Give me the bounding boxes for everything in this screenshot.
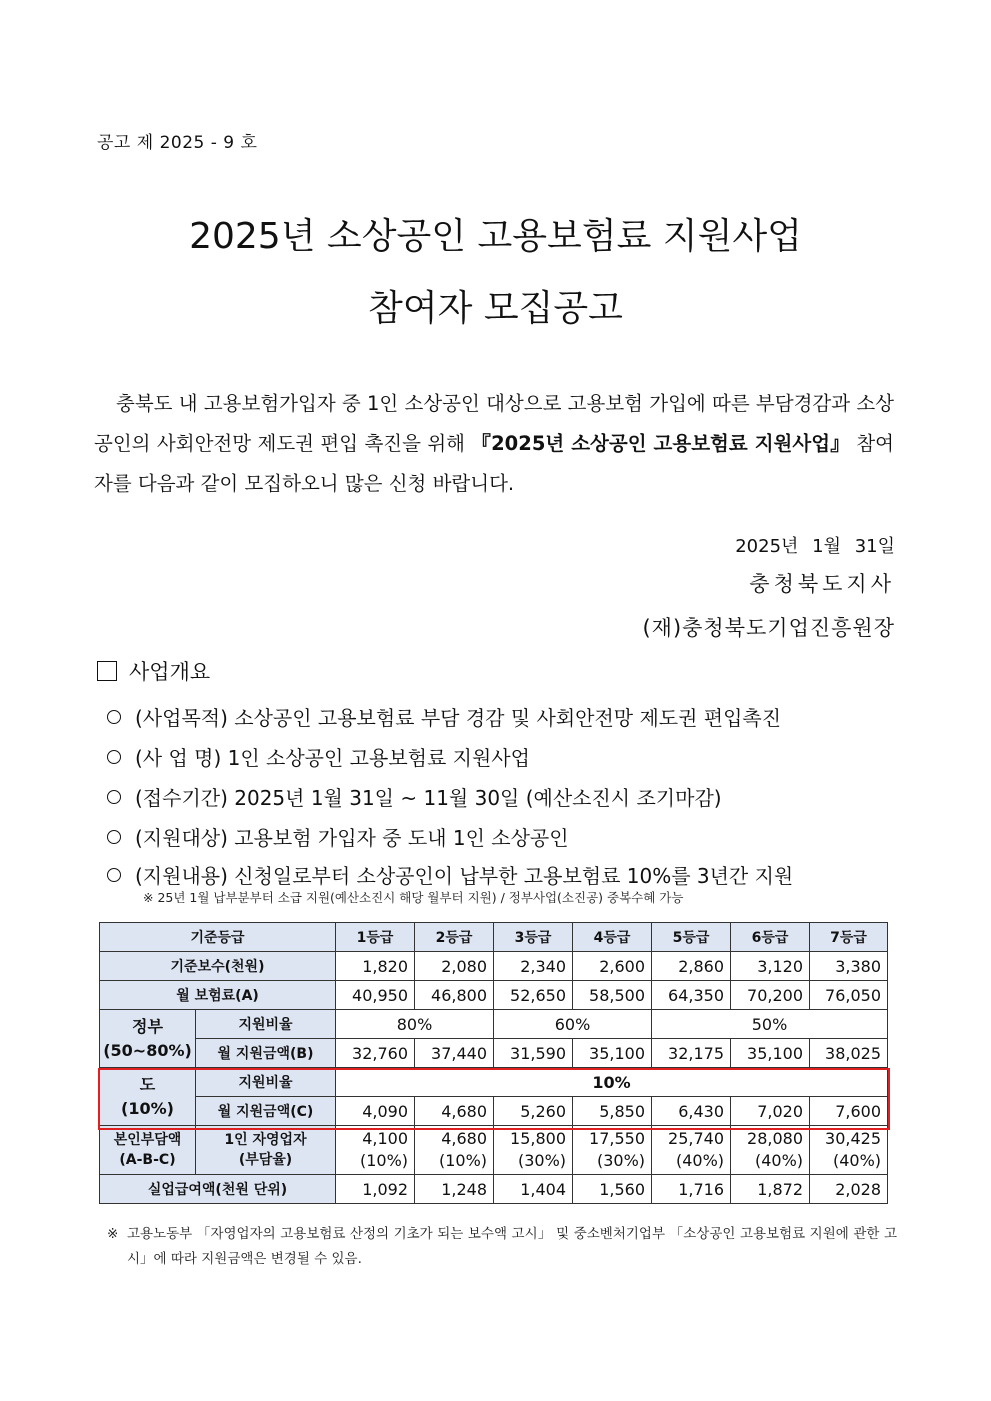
grade-cell: 7등급 [810, 923, 888, 952]
do-rate-cell: 10% [336, 1068, 888, 1097]
table-header-row [100, 923, 888, 952]
item-label: (사업목적) [135, 706, 228, 730]
grade-cell: 6등급 [731, 923, 810, 952]
gov-label-text: 정부 [132, 1016, 163, 1036]
grade-cell: 1등급 [336, 923, 415, 952]
premium-cell: 40,950 [336, 981, 415, 1010]
gov-rate-cell: 80% [336, 1010, 494, 1039]
gov-amount-cell: 31,590 [494, 1039, 573, 1068]
intro-paragraph [94, 384, 894, 504]
grade-cell: 4등급 [573, 923, 652, 952]
highlight-box [98, 1068, 890, 1130]
gov-range: (50~80%) [103, 1040, 192, 1060]
base-pay-cell: 3,380 [810, 952, 888, 981]
unemp-cell: 1,404 [494, 1175, 573, 1204]
base-pay-cell: 2,860 [652, 952, 731, 981]
base-pay-cell: 2,600 [573, 952, 652, 981]
premium-cell: 70,200 [731, 981, 810, 1010]
do-amount-label: 월 지원금액(C) [196, 1097, 336, 1126]
self-rate: (40%) [754, 1151, 804, 1170]
item-label: (사 업 명) [135, 746, 222, 770]
self-cell [731, 1126, 810, 1175]
gov-rate-cell: 60% [494, 1010, 652, 1039]
self-rate: (10%) [438, 1151, 488, 1170]
self-rate: (40%) [675, 1151, 725, 1170]
table-row [100, 981, 888, 1010]
item-text: 신청일로부터 소상공인이 납부한 고용보험료 10%를 3년간 지원 [234, 864, 794, 888]
issuer-governor: 충청북도지사 [749, 572, 895, 596]
intro-text-1: 충북도 내 고용보험가입자 중 1인 소상공인 대상으로 고용보험 가입에 따른 부담경감과 소상공인의 사회안전망 제도권 편입 촉진을 위해 [94, 392, 894, 455]
gov-amount-cell: 32,175 [652, 1039, 731, 1068]
gov-amount-cell: 35,100 [731, 1039, 810, 1068]
document-title: 2025년 소상공인 고용보험료 지원사업 [189, 216, 802, 257]
gov-amount-cell: 35,100 [573, 1039, 652, 1068]
do-amount-cell: 7,020 [731, 1097, 810, 1126]
circle-bullet-icon [107, 790, 121, 804]
circle-bullet-icon [107, 830, 121, 844]
gov-amount-label: 월 지원금액(B) [196, 1039, 336, 1068]
list-item [107, 702, 781, 731]
premium-cell: 58,500 [573, 981, 652, 1010]
self-cell [415, 1126, 494, 1175]
footnote [107, 1222, 897, 1272]
circle-bullet-icon [107, 750, 121, 764]
self-amount: 4,100 [362, 1129, 409, 1148]
unemp-cell: 1,560 [573, 1175, 652, 1204]
section-heading [97, 656, 210, 686]
intro-text-2: 참여자를 다음과 같이 모집하오니 많은 신청 바랍니다. [94, 432, 895, 495]
self-label [100, 1126, 196, 1175]
premium-label: 월 보험료(A) [100, 981, 336, 1010]
issuer-agency: (재)충청북도기업진흥원장 [642, 616, 895, 640]
self-amount: 30,425 [825, 1129, 882, 1148]
list-item [107, 860, 793, 889]
do-amount-cell: 5,260 [494, 1097, 573, 1126]
circle-bullet-icon [107, 868, 121, 882]
self-rate: (30%) [517, 1151, 567, 1170]
self-cell [573, 1126, 652, 1175]
gov-amount-cell: 37,440 [415, 1039, 494, 1068]
item-text: 2025년 1월 31일 ~ 11월 30일 (예산소진시 조기마감) [234, 786, 722, 810]
self-cell [494, 1126, 573, 1175]
notice-number: 공고 제 2025 - 9 호 [97, 133, 258, 153]
base-pay-cell: 1,820 [336, 952, 415, 981]
unemp-cell: 1,716 [652, 1175, 731, 1204]
self-type [196, 1126, 336, 1175]
grade-cell: 2등급 [415, 923, 494, 952]
premium-cell: 46,800 [415, 981, 494, 1010]
unemp-cell: 2,028 [810, 1175, 888, 1204]
item-label: (접수기간) [135, 786, 228, 810]
item-text: 소상공인 고용보험료 부담 경감 및 사회안전망 제도권 편입촉진 [234, 706, 782, 730]
gov-label [100, 1010, 196, 1068]
notice-date: 2025년 1월 31일 [735, 536, 895, 557]
do-amount-cell: 4,090 [336, 1097, 415, 1126]
intro-program-name: 『2025년 소상공인 고용보험료 지원사업』 [471, 432, 850, 455]
item-label: (지원대상) [135, 826, 228, 850]
base-pay-label: 기준보수(천원) [100, 952, 336, 981]
gov-amount-cell: 32,760 [336, 1039, 415, 1068]
self-label-text: 본인부담액 [113, 1132, 182, 1148]
footnote-mark: ※ [107, 1226, 119, 1242]
table-row [100, 1175, 888, 1204]
self-type-sub: (부담율) [238, 1152, 293, 1168]
table-row [100, 1126, 888, 1175]
footnote-text: 고용노동부 「자영업자의 고용보험료 산정의 기초가 되는 보수액 고시」 및 중소벤처기업부 「소상공인 고용보험료 지원에 관한 고시」에 따라 지원금액은 변경될 수 있음. [127, 1226, 897, 1267]
document-subtitle: 참여자 모집공고 [368, 288, 623, 329]
base-pay-cell: 2,080 [415, 952, 494, 981]
section-title: 사업개요 [129, 660, 211, 684]
self-amount: 17,550 [589, 1129, 646, 1148]
table-row [100, 1010, 888, 1039]
item-text: 고용보험 가입자 중 도내 1인 소상공인 [234, 826, 569, 850]
gov-rate-label: 지원비율 [196, 1010, 336, 1039]
premium-cell: 76,050 [810, 981, 888, 1010]
unemp-cell: 1,248 [415, 1175, 494, 1204]
gov-rate-cell: 50% [652, 1010, 888, 1039]
self-amount: 15,800 [510, 1129, 567, 1148]
self-amount: 4,680 [441, 1129, 488, 1148]
self-cell [810, 1126, 888, 1175]
circle-bullet-icon [107, 710, 121, 724]
list-item [107, 782, 722, 811]
self-rate: (30%) [596, 1151, 646, 1170]
self-sub: (A-B-C) [119, 1152, 176, 1168]
unemp-cell: 1,092 [336, 1175, 415, 1204]
item-text: 1인 소상공인 고용보험료 지원사업 [227, 746, 530, 770]
do-label-text: 도 [139, 1074, 156, 1094]
support-table [99, 922, 888, 1204]
self-cell [652, 1126, 731, 1175]
list-item [107, 742, 530, 771]
self-cell [336, 1126, 415, 1175]
grade-cell: 3등급 [494, 923, 573, 952]
support-subnote: ※ 25년 1월 납부분부터 소급 지원(예산소진시 해당 월부터 지원) / 정부사업(소진공) 중복수혜 가능 [143, 890, 684, 905]
self-type-text: 1인 자영업자 [224, 1132, 307, 1148]
self-rate: (40%) [832, 1151, 882, 1170]
table-row [100, 952, 888, 981]
self-rate: (10%) [359, 1151, 409, 1170]
gov-amount-cell: 38,025 [810, 1039, 888, 1068]
unemp-label: 실업급여액(천원 단위) [100, 1175, 336, 1204]
base-pay-cell: 2,340 [494, 952, 573, 981]
item-label: (지원내용) [135, 864, 228, 888]
table-row [100, 1039, 888, 1068]
square-bullet-icon [97, 661, 117, 681]
do-rate-label: 지원비율 [196, 1068, 336, 1097]
base-pay-cell: 3,120 [731, 952, 810, 981]
premium-cell: 52,650 [494, 981, 573, 1010]
do-amount-cell: 6,430 [652, 1097, 731, 1126]
self-amount: 28,080 [747, 1129, 804, 1148]
premium-cell: 64,350 [652, 981, 731, 1010]
do-amount-cell: 7,600 [810, 1097, 888, 1126]
do-amount-cell: 5,850 [573, 1097, 652, 1126]
grade-header: 기준등급 [100, 923, 336, 952]
list-item [107, 822, 569, 851]
unemp-cell: 1,872 [731, 1175, 810, 1204]
do-amount-cell: 4,680 [415, 1097, 494, 1126]
do-range: (10%) [121, 1098, 174, 1118]
grade-cell: 5등급 [652, 923, 731, 952]
self-amount: 25,740 [668, 1129, 725, 1148]
